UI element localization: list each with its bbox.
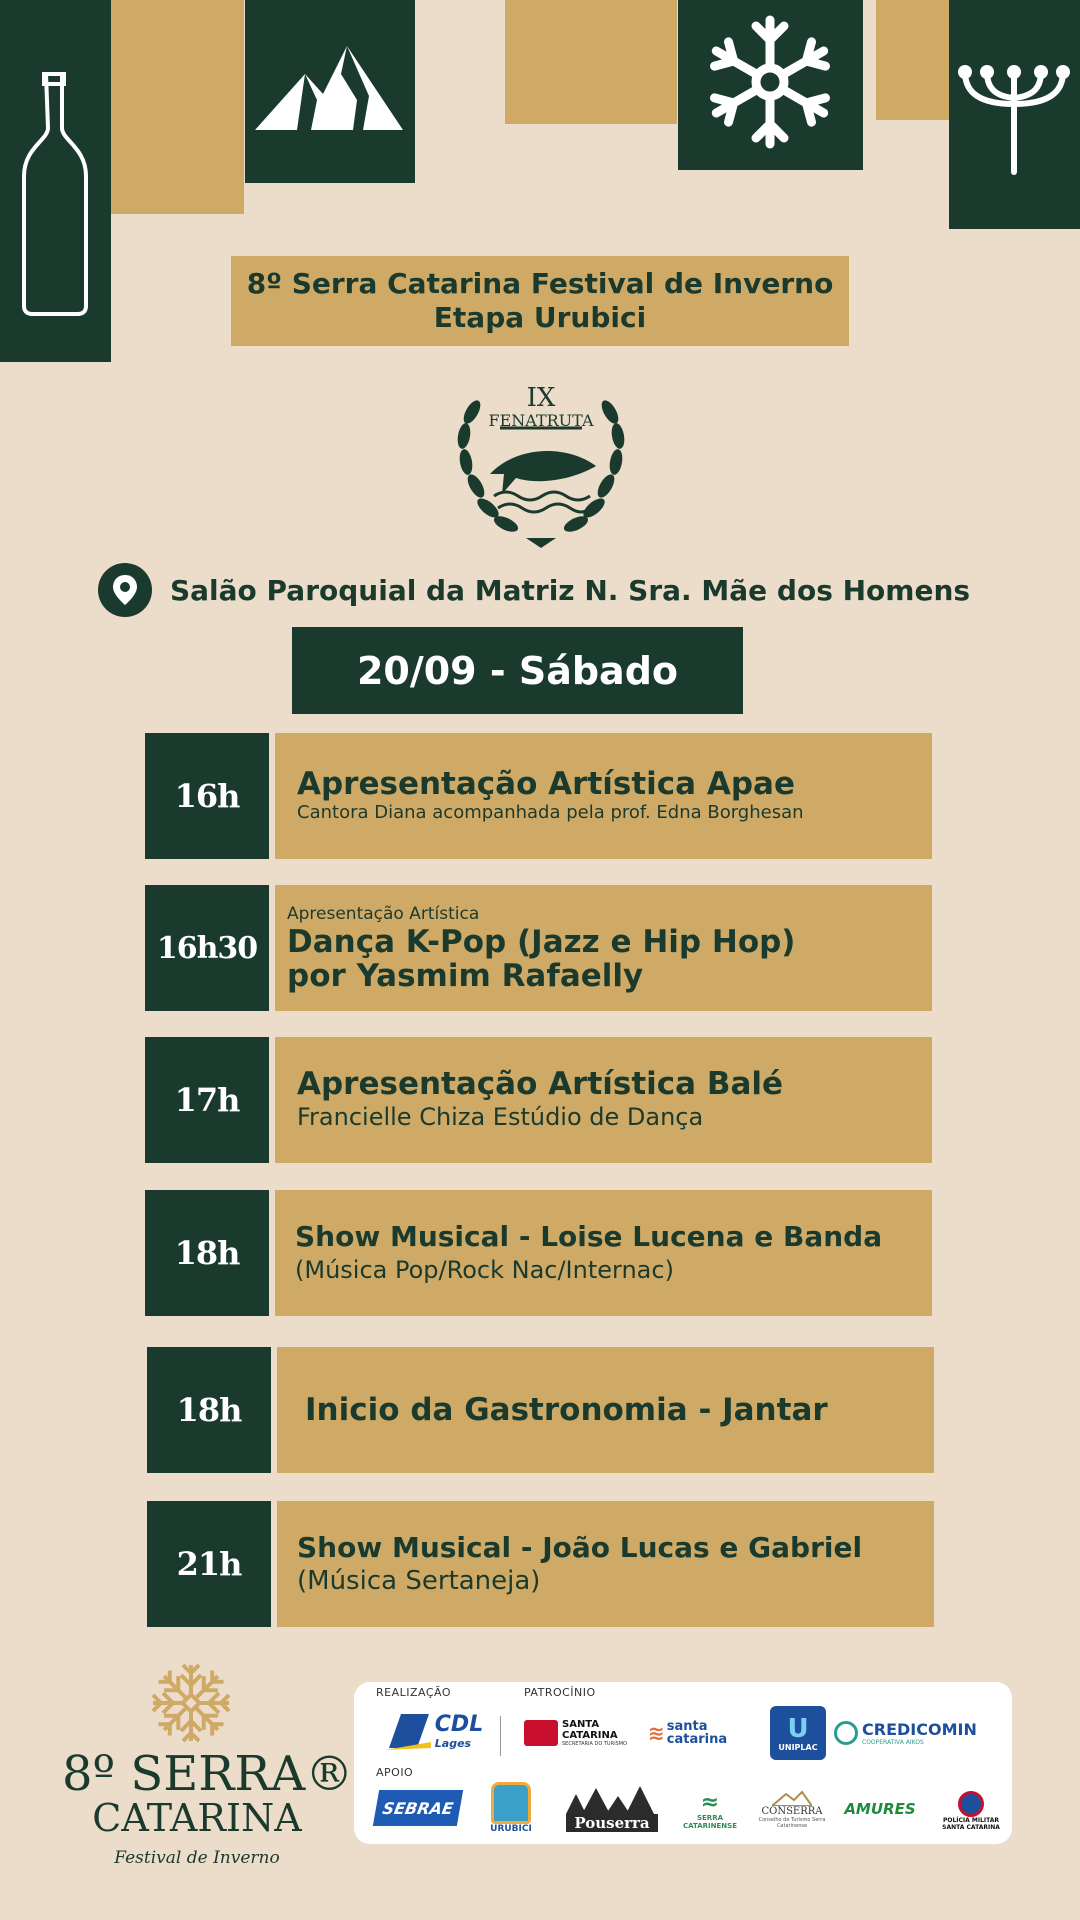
date-banner [292, 627, 743, 714]
policia-text: POLÍCIA MILITAR SANTA CATARINA [942, 1817, 1000, 1831]
forest-icon [566, 1784, 658, 1814]
conserra-mountain-icon [772, 1790, 812, 1806]
schedule-time: 18h [147, 1347, 271, 1473]
event-subtitle: Etapa Urubici [433, 301, 647, 334]
conserra-logo [754, 1782, 830, 1836]
label-apoio: APOIO [376, 1766, 414, 1779]
schedule-title: Dança K-Pop (Jazz e Hip Hop) [287, 924, 796, 960]
pouserra-logo [564, 1778, 660, 1838]
laurel-trout-icon [446, 366, 636, 554]
schedule-title: Show Musical - João Lucas e Gabriel [297, 1531, 863, 1564]
schedule-info [277, 1347, 934, 1473]
schedule-subtitle: Cantora Diana acompanhada pela prof. Edna Borghesan [297, 802, 804, 823]
uniplac-text: UNIPLAC [778, 1742, 818, 1752]
amures-text: AMURES [844, 1800, 916, 1818]
policia-militar-logo [938, 1786, 1004, 1836]
police-star-icon [958, 1791, 984, 1817]
fenatruta-emblem [446, 366, 636, 554]
schedule-info [275, 733, 932, 859]
cdl-swoosh-icon [385, 1712, 431, 1750]
conserra-text: CONSERRA [761, 1805, 823, 1817]
araucaria-tile [949, 0, 1080, 229]
schedule-time: 18h [145, 1190, 269, 1316]
cdl-sub: Lages [434, 1737, 472, 1750]
sponsors-panel [354, 1682, 1012, 1844]
mountain-icon [245, 0, 415, 183]
emblem-name: FENATRUTA [488, 411, 594, 430]
schedule-title: Apresentação Artística Apae [297, 766, 795, 802]
cdl-logo [376, 1710, 492, 1752]
map-pin-icon [98, 563, 152, 617]
schedule-row [145, 1037, 932, 1163]
emblem-numeral: IX [526, 383, 556, 413]
wine-bottle-icon [0, 0, 111, 362]
schedule-time: 21h [147, 1501, 271, 1627]
schedule-title: Show Musical - Loise Lucena e Banda [295, 1220, 883, 1253]
location-row [98, 562, 998, 618]
uniplac-logo [770, 1706, 826, 1760]
schedule-subtitle: Francielle Chiza Estúdio de Dança [297, 1103, 704, 1131]
schedule-row [145, 733, 932, 859]
uniplac-u-icon: U [787, 1713, 809, 1744]
sc-brand-text: santa catarina [666, 1719, 728, 1747]
schedule-row [145, 1190, 932, 1316]
schedule-row [145, 885, 932, 1011]
sebrae-logo [373, 1790, 463, 1826]
santa-catarina-gov-logo [524, 1716, 634, 1750]
sebrae-text: SEBRAE [381, 1798, 455, 1818]
credicomin-text: CREDICOMIN [862, 1720, 977, 1739]
amures-logo [838, 1794, 922, 1824]
schedule-title: Apresentação Artística Balé [297, 1066, 784, 1102]
sc-gov-sub: SECRETARIA DO TURISMO [562, 1741, 627, 1747]
credicomin-logo [834, 1716, 984, 1750]
serra-catarinense-logo [680, 1786, 740, 1836]
schedule-title-cont: por Yasmim Rafaelly [287, 958, 644, 994]
schedule-info [275, 885, 932, 1011]
divider [500, 1716, 501, 1756]
schedule-subtitle: (Música Pop/Rock Nac/Internac) [295, 1256, 674, 1284]
schedule-time: 16h [145, 733, 269, 859]
snowflake-tile [678, 0, 863, 170]
schedule-subtitle: (Música Sertaneja) [297, 1566, 541, 1596]
schedule-time: 16h30 [145, 885, 269, 1011]
conserra-sub: Conselho de Turismo Serra Catarinense [758, 1816, 826, 1829]
location-text: Salão Paroquial da Matriz N. Sra. Mãe dos Homens [170, 573, 971, 607]
gold-tile [505, 0, 677, 124]
urubici-badge-icon [491, 1782, 531, 1824]
gold-snowflake-icon [148, 1660, 234, 1750]
label-patrocinio: PATROCÍNIO [524, 1686, 596, 1699]
schedule-info [275, 1190, 932, 1316]
event-title-banner [231, 256, 849, 346]
gold-tile [876, 0, 949, 120]
brand-festival: Festival de Inverno [114, 1848, 280, 1868]
credicomin-sub: COOPERATIVA AIKOS [862, 1739, 924, 1746]
snowflake-icon [678, 0, 863, 170]
schedule-row [147, 1347, 934, 1473]
gold-tile [111, 0, 244, 214]
sc-gov-text: SANTA CATARINA [562, 1719, 618, 1741]
araucaria-icon [949, 0, 1080, 229]
schedule-info [277, 1501, 934, 1627]
bottle-tile [0, 0, 111, 362]
sc-flag-icon [524, 1720, 558, 1746]
date-text: 20/09 - Sábado [356, 648, 679, 693]
schedule-time: 17h [145, 1037, 269, 1163]
brand-catarina: CATARINA [92, 1796, 302, 1840]
mountain-tile [245, 0, 415, 183]
event-title: 8º Serra Catarina Festival de Inverno [246, 267, 834, 300]
urubici-logo [488, 1778, 534, 1838]
schedule-title: Inicio da Gastronomia - Jantar [305, 1392, 828, 1428]
waves-icon: ≋ [648, 1721, 665, 1745]
credicomin-circle-icon [834, 1721, 858, 1745]
pouserra-text: Pouserra [566, 1814, 658, 1832]
label-realizacao: REALIZAÇÃO [376, 1686, 452, 1699]
brand-serra: 8º SERRA® [62, 1746, 354, 1802]
urubici-text: URUBICI [490, 1824, 532, 1834]
schedule-kicker: Apresentação Artística [287, 904, 480, 924]
santa-catarina-brand-logo [648, 1716, 756, 1750]
schedule-row [147, 1501, 934, 1627]
cdl-text: CDL [434, 1712, 484, 1737]
serra-wave-icon: ≈ [700, 1790, 720, 1815]
schedule-info [275, 1037, 932, 1163]
serra-catarinense-text: SERRA CATARINENSE [683, 1814, 737, 1830]
